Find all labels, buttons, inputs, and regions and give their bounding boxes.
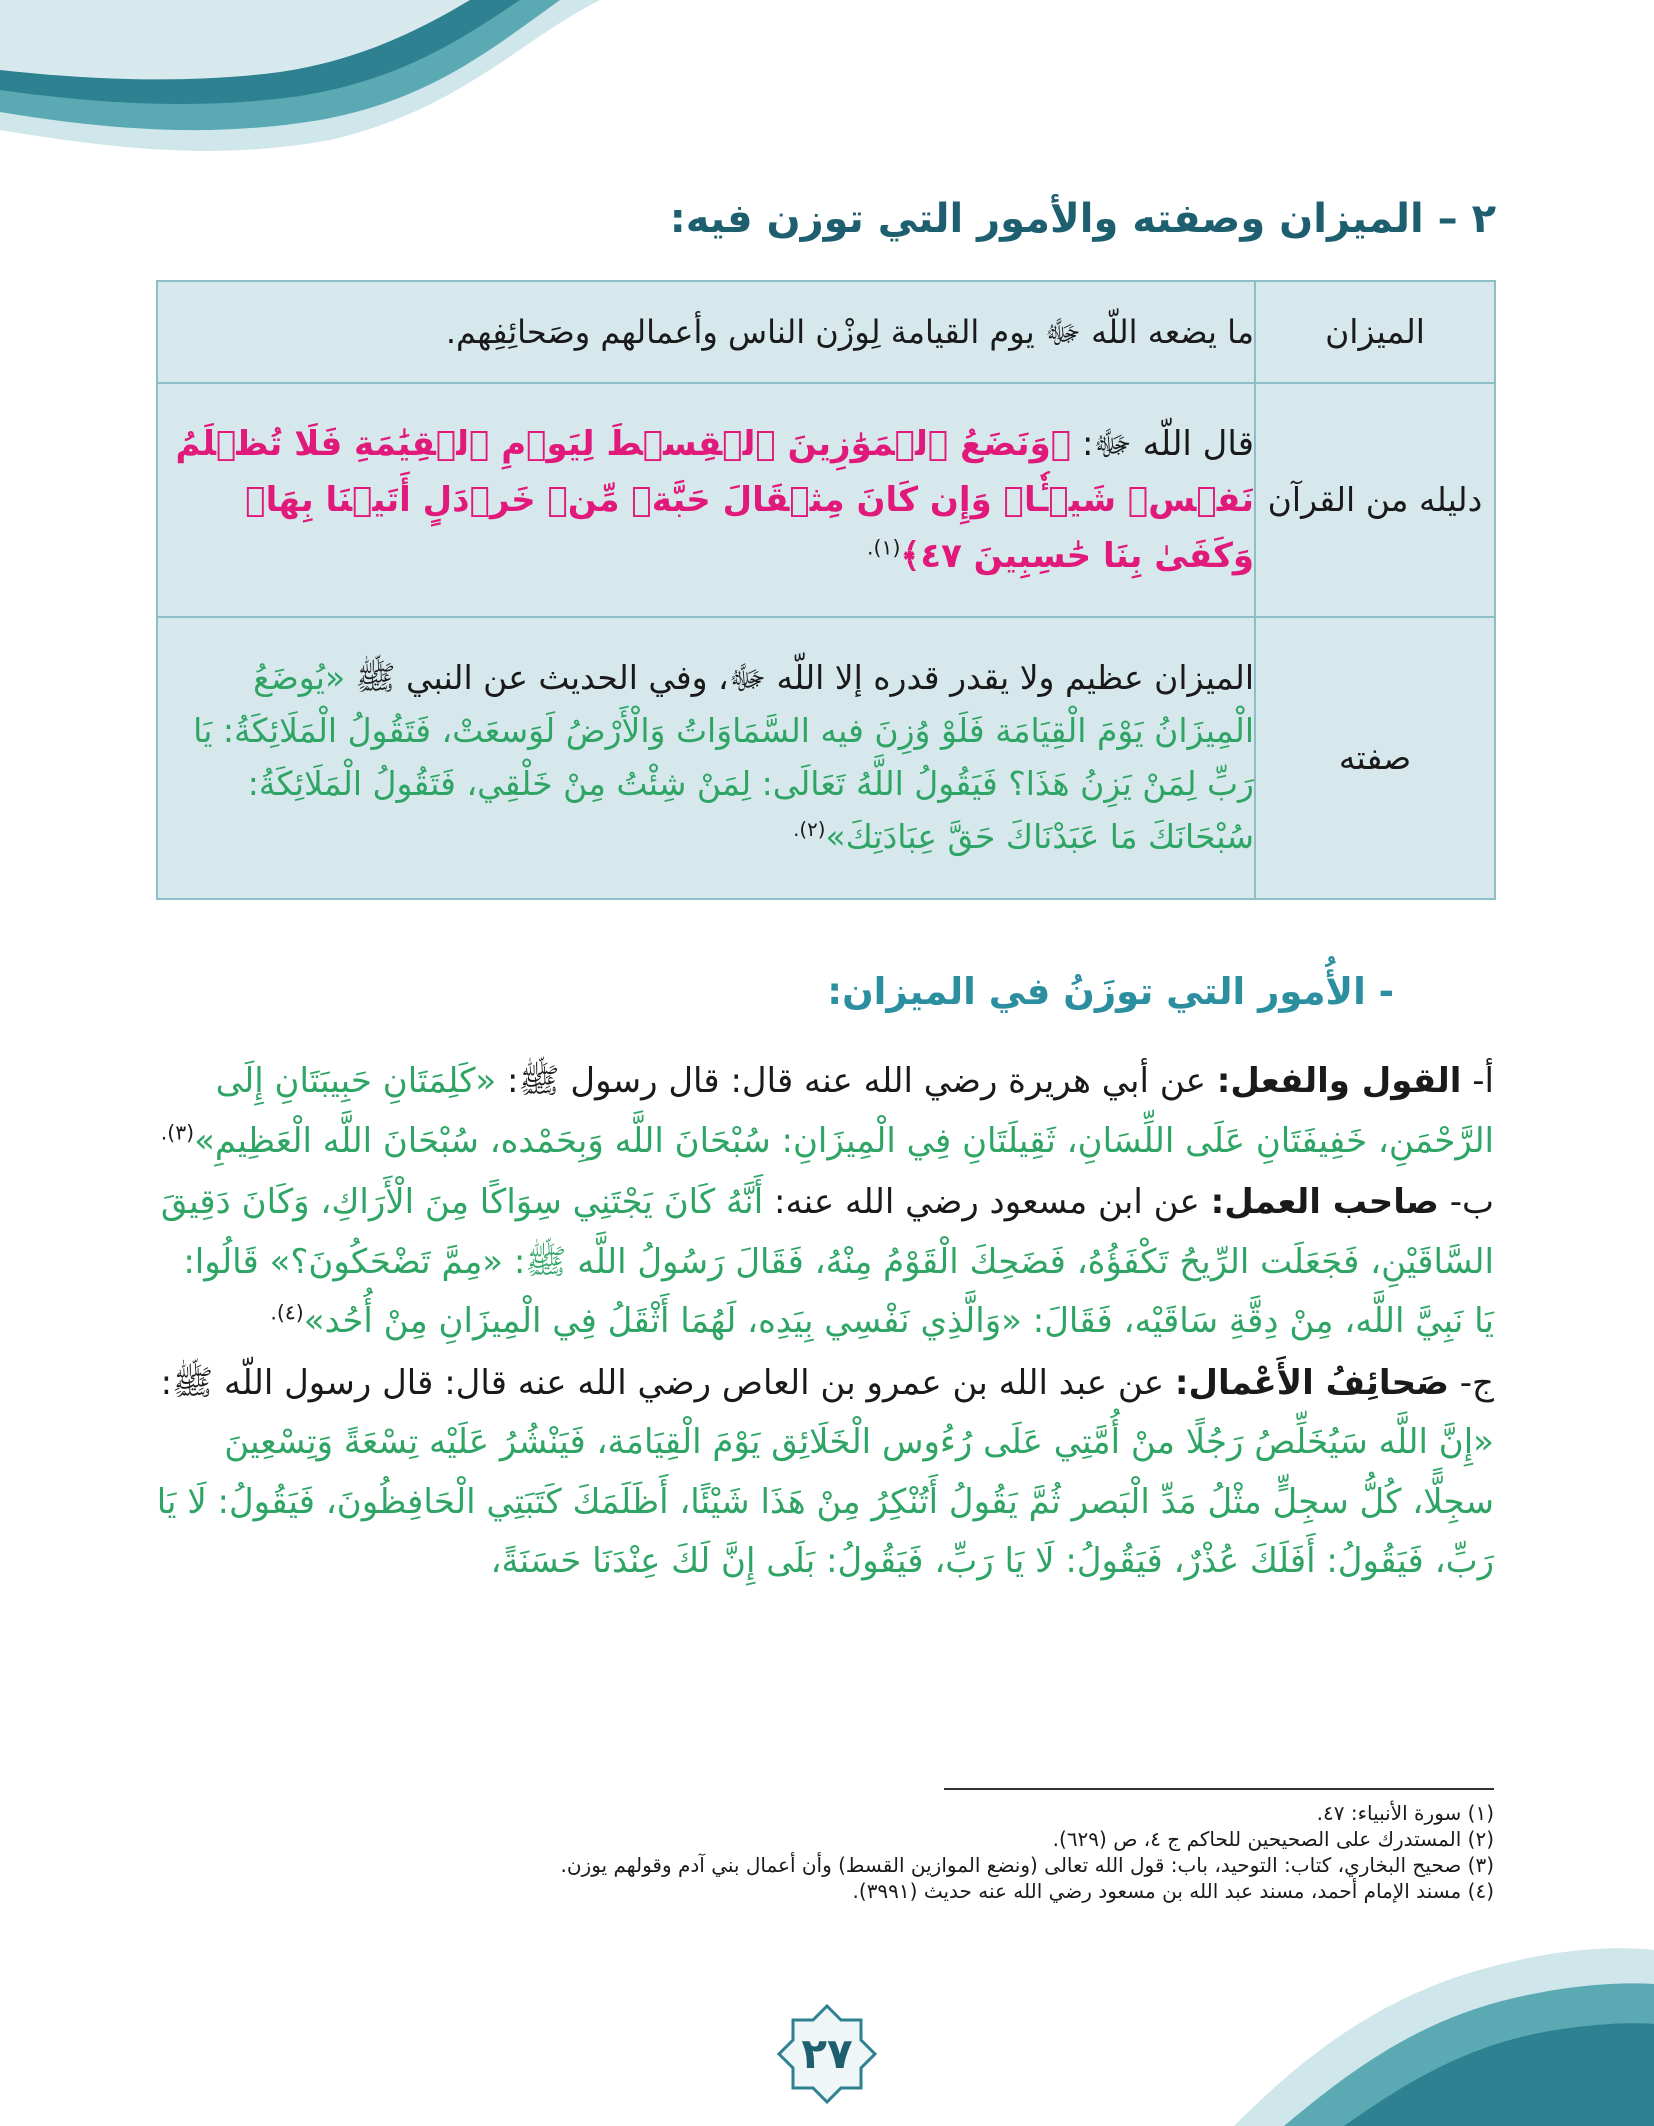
footnote: (١) سورة الأنبياء: ٤٧. [1316,1801,1494,1825]
weighed-items-list [154,1052,1494,1594]
footnotes [154,1800,1494,1904]
list-item [154,1173,1494,1352]
section-title: ٢ – الميزان وصفته والأمور التي توزن فيه: [669,196,1496,242]
item-quote: أَنَّهُ كَانَ يَجْتَنِي سِوَاكًا مِنَ الْأَرَاكِ، وَكَانَ دَقِيقَ السَّاقَيْنِ، فَجَعَلَت الرِّيحُ تَكْفَؤُهُ، فَضَحِكَ الْقَوْمُ مِنْهُ، فَقَالَ رَسُولُ اللَّه ﷺ: «مِمَّ تَضْحَكُونَ؟» قَالُوا: يَا نَبِيَّ اللَّه، مِنْ دِقَّةِ سَاقَيْه، فَقَالَ: «وَالَّذِي نَفْسِي بِيَدِه، لَهُمَا أَثْقَلُ فِي الْمِيزَانِ مِنْ أُحُد» [160,1182,1494,1341]
item-letter: ب- [1449,1182,1494,1222]
item-quote: «كَلِمَتَانِ حَبِيبَتَانِ إِلَى الرَّحْمَنِ، خَفِيفَتَانِ عَلَى اللِّسَانِ، ثَقِيلَتَانِ فِي الْمِيزَانِ: سُبْحَانَ اللَّه وَبِحَمْده، سُبْحَانَ اللَّه الْعَظِيمِ» [194,1061,1494,1161]
footnote: (٤) مسند الإمام أحمد، مسند عبد الله بن مسعود رضي الله عنه حديث (٣٩٩١). [852,1879,1494,1903]
sifah-intro: الميزان عظيم ولا يقدر قدره إلا اللّه ﷻ، وفي الحديث عن النبي ﷺ [355,658,1254,698]
row-content: ما يضعه اللّه ﷻ يوم القيامة لِوزْن الناس وأعمالهم وصَحائِفِهم. [157,281,1255,383]
footnote: (٢) المستدرك على الصحيحين للحاكم ج ٤، ص (٦٢٩). [1052,1827,1494,1851]
footnote-divider [944,1788,1494,1790]
item-intro: عن ابن مسعود رضي الله عنه: [773,1182,1200,1222]
table-row [157,617,1495,899]
footnote-ref: (٣). [160,1120,195,1145]
item-intro: عن أبي هريرة رضي الله عنه قال: قال رسول ﷺ: [507,1061,1206,1101]
header-wave-decoration [0,0,600,160]
item-quote: «إِنَّ اللَّه سَيُخَلِّصُ رَجُلًا منْ أُمَّتِي عَلَى رُءُوس الْخَلَائِق يَوْمَ الْقِيَامَة، فَيَنْشُرُ عَلَيْه تِسْعَةً وَتِسْعِينَ سجِلًّا، كُلُّ سجِلٍّ مثْلُ مَدِّ الْبَصر ثُمَّ يَقُولُ أَتُنْكِرُ مِنْ هَذَا شَيْئًا، أَظَلَمَكَ كَتَبَتِي الْحَافِظُونَ، فَيَقُولُ: لَا يَا رَبِّ، فَيَقُولُ: أَفَلَكَ عُذْرٌ، فَيَقُولُ: لَا يَا رَبِّ، فَيَقُولُ: بَلَى إِنَّ لَكَ عِنْدَنَا حَسَنَةً، [156,1422,1494,1581]
row-label: صفته [1255,617,1495,899]
item-heading: صَحائِفُ الأَعْمال: [1174,1362,1449,1403]
item-heading: صاحب العمل: [1210,1182,1439,1222]
list-item [154,1354,1494,1592]
page-number: ٢٧ [801,2029,853,2078]
row-label: دليله من القرآن [1255,383,1495,617]
list-item [154,1052,1494,1171]
row-label: الميزان [1255,281,1495,383]
footnote-ref: (٤). [270,1300,304,1325]
table-row [157,281,1495,383]
quran-verse: ﴿وَنَضَعُ ٱلۡمَوَٰزِينَ ٱلۡقِسۡطَ لِيَوۡمِ ٱلۡقِيَٰمَةِ فَلَا تُظۡلَمُ نَفۡسٞ شَيۡـٔٗاۖ وَإِن كَانَ مِثۡقَالَ حَبَّةٖ مِّنۡ خَرۡدَلٍ أَتَيۡنَا بِهَاۗ وَكَفَىٰ بِنَا حَٰسِبِينَ ٤٧﴾ [175,423,1254,577]
footnote-ref: (١). [867,535,901,560]
table-row [157,383,1495,617]
footer-wave-decoration [1234,1916,1654,2126]
subsection-heading: - الأُمور التي توزَنُ في الميزان: [827,970,1394,1013]
footnote-ref: (٢). [793,817,826,841]
hadith-text: «يُوضَعُ الْمِيزَانُ يَوْمَ الْقِيَامَة فَلَوْ وُزِنَ فيه السَّمَاوَاتُ وَالْأَرْضُ لَوَسعَتْ، فَتَقُولُ الْمَلَائِكَةُ: يَا رَبِّ لِمَنْ يَزِنُ هَذَا؟ فَيَقُولُ اللَّهُ تَعَالَى: لِمَنْ شِئْتُ مِنْ خَلْقِي، فَتَقُولُ الْمَلَائِكَةُ: سُبْحَانَكَ مَا عَبَدْنَاكَ حَقَّ عِبَادَتِكَ» [193,658,1254,856]
item-letter: أ- [1472,1061,1494,1101]
row-content [157,383,1255,617]
item-letter: ج- [1459,1362,1494,1403]
quran-intro: قال اللّه ﷻ: [1081,423,1254,464]
row-content [157,617,1255,899]
footnote: (٣) صحيح البخاري، كتاب: التوحيد، باب: قول الله تعالى (ونضع الموازين القسط) وأن أعمال بني آدم وقولهم يوزن. [560,1853,1494,1877]
item-intro: عن عبد الله بن عمرو بن العاص رضي الله عنه قال: قال رسول اللّه ﷺ: [160,1362,1165,1403]
definition-table [156,280,1496,900]
item-heading: القول والفعل: [1216,1061,1462,1101]
